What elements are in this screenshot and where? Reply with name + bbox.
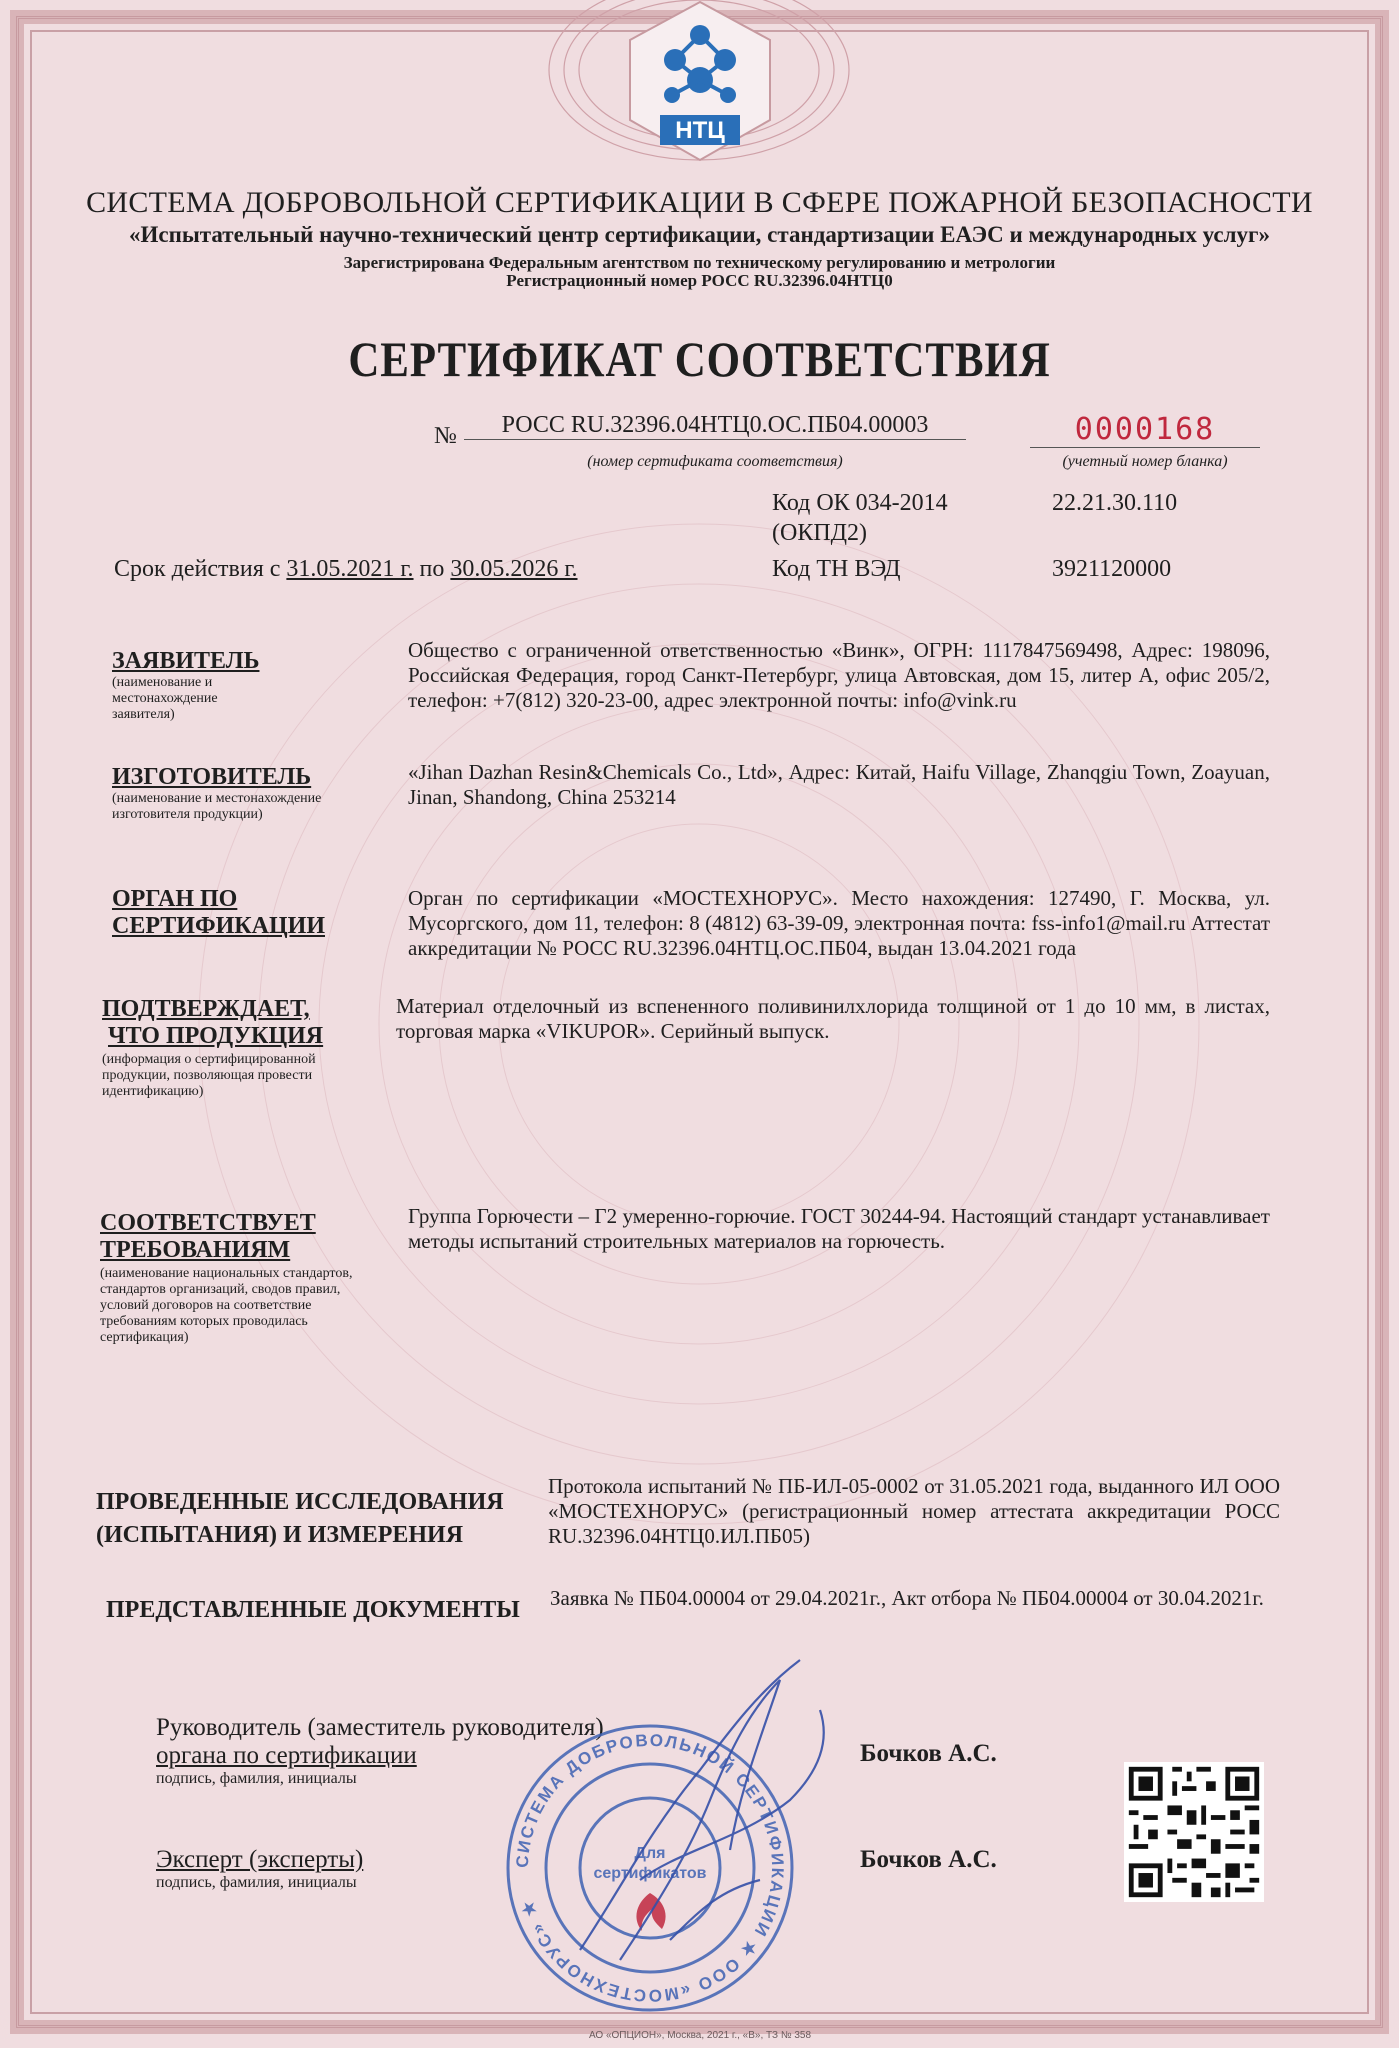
confirms-label [102,996,382,1100]
certificate-number: РОСС RU.32396.04НТЦ0.ОС.ПБ04.00003 [501,412,929,438]
stamp-center-text-1: Для [634,1845,666,1862]
validity-prefix: Срок действия с [114,556,281,582]
okpd-label-line1: Код ОК 034-2014 [772,490,948,516]
registration-info [60,254,1339,290]
applicant-heading: ЗАЯВИТЕЛЬ [112,648,260,674]
blank-number-field [1030,412,1260,448]
cert-body-heading-2: СЕРТИФИКАЦИИ [112,913,325,939]
okpd-label [772,488,948,548]
stamp-center-text-2: сертификатов [593,1865,707,1882]
tnved-label: Код ТН ВЭД [772,556,901,582]
blank-number: 0000168 [1074,412,1216,447]
logo [620,0,780,165]
confirms-text: Материал отделочный из вспененного поливинилхлорида толщиной от 1 до 10 мм, в листах, торговая марка «VIKUPOR». Серийный выпуск. [396,994,1270,1043]
validity [114,556,578,583]
registered-line: Зарегистрирована Федеральным агентством по техническому регулированию и метрологии [343,253,1056,272]
certificate-number-caption: (номер сертификата соответствия) [587,453,843,470]
complies-note: (наименование национальных стандартов, стандартов организаций, сводов правил, условий договоров на соответствие требованиям которых проводилась сертификация) [100,1266,353,1345]
okpd-value: 22.21.30.110 [1052,490,1178,516]
validity-mid: по [419,556,445,582]
stamp-ring-text: СИСТЕМА ДОБРОВОЛЬНОЙ СЕРТИФИКАЦИИ ★ ООО «МОСТЕХНОРУС» ★ [512,1730,788,2006]
logo-text: НТЦ [675,117,725,144]
complies-heading-1: СООТВЕТСТВУЕТ [100,1210,316,1236]
valid-from: 31.05.2021 г. [286,556,414,582]
manufacturer-heading: ИЗГОТОВИТЕЛЬ [112,764,312,790]
cert-body-text: Орган по сертификации «МОСТЕХНОРУС». Место нахождения: 127490, Г. Москва, ул. Мусоргского, дом 11, телефон: 8 (4812) 63-39-09, электронная почта: fss-info1@mail.ru Аттестат аккредитации № РОСС RU.32396.04НТЦ.ОС.ПБ04, выдан 13.04.2021 года [408,886,1270,960]
expert-name: Бочков А.С. [860,1846,997,1873]
certificate-title: СЕРТИФИКАТ СООТВЕТСТВИЯ [348,331,1051,387]
handwritten-signature [560,1650,860,1980]
reg-number-line: Регистрационный номер РОСС RU.32396.04НТЦ0 [506,271,893,290]
complies-text: Группа Горючести – Г2 умеренно-горючие. ГОСТ 30244-94. Настоящий стандарт устанавливает методы испытаний строительных материалов на горючесть. [408,1204,1270,1253]
expert-signature-note: подпись, фамилия, инициалы [156,1874,357,1891]
cert-body-heading-1: ОРГАН ПО [112,886,238,912]
applicant-note: (наименование и местонахождение заявителя) [112,675,218,722]
tests-text: Протокола испытаний № ПБ-ИЛ-05-0002 от 31.05.2021 года, выданного ИЛ ООО «МОСТЕХНОРУС» (регистрационный номер аттестата аккредитации РОСС RU.32396.04НТЦ0.ИЛ.ПБ05) [548,1474,1280,1548]
head-title-line2: органа по сертификации [156,1742,417,1769]
confirms-note: (информация о сертифицированной продукции, позволяющая провести идентификацию) [102,1052,316,1099]
confirms-heading-2: ЧТО ПРОДУКЦИЯ [108,1023,324,1049]
manufacturer-label [112,764,372,823]
manufacturer-text: «Jihan Dazhan Resin&Chemicals Co., Ltd», Адрес: Китай, Haifu Village, Zhanqgiu Town, Zoayuan, Jinan, Shandong, China 253214 [408,760,1270,809]
head-title-line1: Руководитель (заместитель руководителя) [156,1714,604,1741]
certificate-number-field [464,412,966,440]
applicant-text: Общество с ограниченной ответственностью «Винк», ОГРН: 1117847569498, Адрес: 198096, Российская Федерация, город Санкт-Петербург, улица Автовская, дом 15, литер А, офис 205/2, телефон: +7(812) 320-23-00, адрес электронной почты: info@vink.ru [408,638,1270,712]
head-signature-note: подпись, фамилия, инициалы [156,1770,357,1787]
manufacturer-note: (наименование и местонахождение изготовителя продукции) [112,791,322,822]
confirms-heading-1: ПОДТВЕРЖДАЕТ, [102,996,310,1022]
number-sign: № [434,423,457,449]
complies-label [100,1210,380,1346]
tests-heading-1: ПРОВЕДЕННЫЕ ИССЛЕДОВАНИЯ [96,1489,504,1515]
documents-text: Заявка № ПБ04.00004 от 29.04.2021г., Акт отбора № ПБ04.00004 от 30.04.2021г. [550,1586,1264,1610]
ntc-logo-icon [620,0,780,165]
blank-number-caption: (учетный номер бланка) [1062,453,1228,470]
tests-heading-2: (ИСПЫТАНИЯ) И ИЗМЕРЕНИЯ [96,1522,464,1548]
head-name: Бочков А.С. [860,1740,997,1767]
complies-heading-2: ТРЕБОВАНИЯМ [100,1237,291,1263]
applicant-label [112,648,312,723]
expert-title: Эксперт (эксперты) [156,1846,364,1873]
tests-label [96,1486,556,1552]
documents-heading: ПРЕДСТАВЛЕННЫЕ ДОКУМЕНТЫ [106,1597,520,1623]
tnved-value: 3921120000 [1052,556,1172,582]
qr-code[interactable] [1124,1762,1264,1902]
print-line: АО «ОПЦИОН», Москва, 2021 г., «В», ТЗ № 358 [588,2030,812,2041]
valid-to: 30.05.2026 г. [450,556,578,582]
cert-body-label [112,886,372,940]
organization-name: «Испытательный научно-технический центр сертификации, стандартизации ЕАЭС и международных услуг» [129,222,1270,247]
okpd-label-line2: (ОКПД2) [772,520,868,546]
system-title: СИСТЕМА ДОБРОВОЛЬНОЙ СЕРТИФИКАЦИИ В СФЕРЕ ПОЖАРНОЙ БЕЗОПАСНОСТИ [86,186,1313,219]
